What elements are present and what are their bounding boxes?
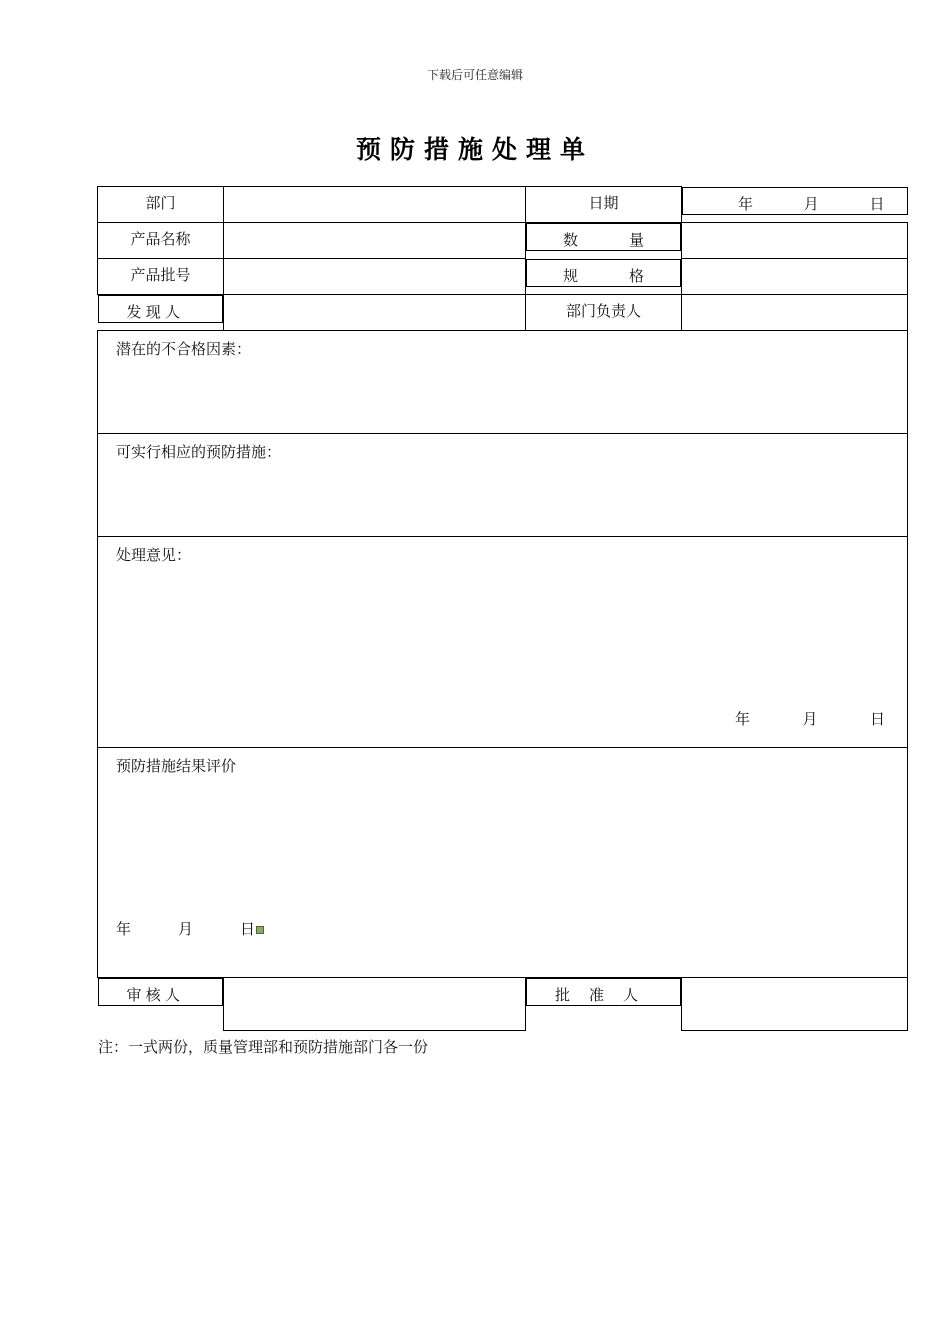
date-month: 月 — [803, 194, 819, 213]
approver-field[interactable] — [682, 978, 908, 1031]
opinion-date-month: 月 — [802, 710, 818, 728]
finder-label-part2: 现 — [145, 303, 161, 321]
evaluation-date-day: 日 — [239, 920, 255, 938]
spec-field[interactable] — [682, 259, 908, 295]
reviewer-label-part1: 审 — [126, 986, 142, 1004]
reviewer-label-part3: 人 — [164, 986, 180, 1004]
approver-label-part1: 批 — [555, 986, 571, 1004]
date-year: 年 — [738, 194, 754, 213]
potential-factors-label: 潜在的不合格因素： — [116, 340, 252, 358]
evaluation-date-day-wrap — [240, 918, 264, 939]
measures-label: 可实行相应的预防措施： — [116, 443, 282, 461]
reviewer-field[interactable] — [224, 978, 526, 1031]
spec-label — [526, 259, 681, 287]
finder-label-part1: 发 — [126, 303, 142, 321]
finder-field[interactable] — [224, 295, 526, 331]
dept-field[interactable] — [224, 187, 526, 223]
footnote: 注：一式两份，质量管理部和预防措施部门各一份 — [98, 1038, 429, 1056]
spec-label-part2: 格 — [628, 266, 644, 285]
batch-field[interactable] — [224, 259, 526, 295]
evaluation-date — [116, 918, 264, 939]
opinion-label: 处理意见： — [116, 546, 192, 564]
evaluation-date-month: 月 — [177, 920, 193, 938]
opinion-date — [735, 708, 885, 729]
dept-head-label: 部门负责人 — [526, 295, 682, 331]
quantity-label-part1: 数 — [563, 231, 579, 249]
date-field[interactable] — [682, 187, 908, 215]
page-title: 预防措施处理单 — [355, 135, 594, 164]
finder-label — [98, 295, 224, 323]
reviewer-label-part2: 核 — [145, 986, 161, 1004]
evaluation-section[interactable] — [98, 748, 908, 978]
date-day: 日 — [869, 194, 885, 213]
approver-label — [526, 978, 681, 1006]
anchor-marker-icon — [256, 926, 264, 934]
spec-label-part1: 规 — [563, 266, 579, 285]
reviewer-label — [98, 978, 224, 1006]
quantity-label-part2: 量 — [628, 231, 644, 249]
prevention-form-table — [97, 186, 908, 1031]
quantity-label — [526, 223, 681, 251]
dept-label: 部门 — [98, 187, 224, 223]
potential-factors-section[interactable] — [98, 331, 908, 434]
opinion-date-day: 日 — [869, 710, 885, 728]
approver-label-part2: 准 — [588, 986, 604, 1004]
date-label: 日期 — [526, 187, 682, 223]
product-name-field[interactable] — [224, 223, 526, 259]
measures-section[interactable] — [98, 434, 908, 537]
evaluation-date-year: 年 — [116, 920, 132, 938]
product-name-label: 产品名称 — [98, 223, 224, 259]
opinion-section[interactable] — [98, 537, 908, 748]
opinion-date-year: 年 — [735, 710, 751, 728]
approver-label-part3: 人 — [622, 986, 638, 1004]
evaluation-label: 预防措施结果评价 — [116, 757, 237, 775]
batch-label: 产品批号 — [98, 259, 224, 295]
dept-head-field[interactable] — [682, 295, 908, 331]
header-note: 下载后可任意编辑 — [426, 68, 523, 82]
finder-label-part3: 人 — [164, 303, 180, 321]
quantity-field[interactable] — [682, 223, 908, 259]
